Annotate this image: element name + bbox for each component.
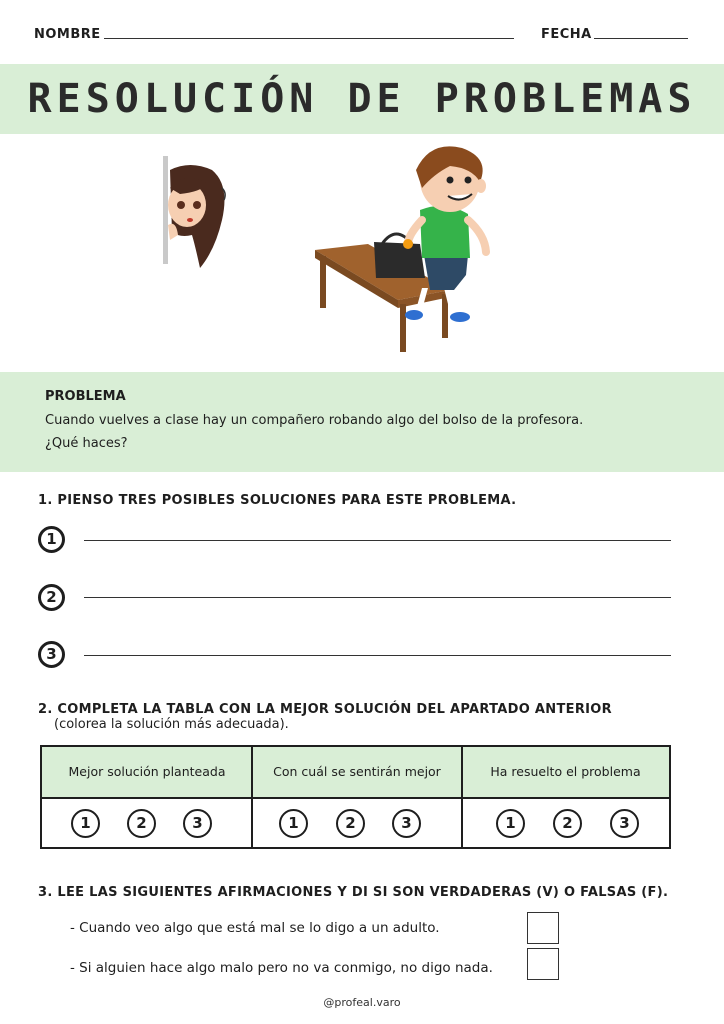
solution-number-1: 1: [38, 526, 65, 553]
problem-question: ¿Qué haces?: [45, 436, 128, 451]
bag-illustration: [374, 234, 425, 278]
option-circle-3[interactable]: 3: [610, 809, 639, 838]
table-header-feel-better: Con cuál se sentirán mejor: [252, 747, 462, 799]
option-circle-1[interactable]: 1: [71, 809, 100, 838]
problem-heading: PROBLEMA: [45, 389, 126, 404]
solution-number-3: 3: [38, 641, 65, 668]
girl-peeking-illustration: [163, 156, 225, 268]
statement-1: - Cuando veo algo que está mal se lo digo a un adulto.: [70, 920, 440, 936]
table-divider: [251, 747, 253, 847]
date-field[interactable]: [594, 38, 688, 39]
name-label: NOMBRE: [34, 27, 101, 42]
table-header-best-solution: Mejor solución planteada: [42, 747, 252, 799]
page-title: RESOLUCIÓN DE PROBLEMAS: [27, 76, 697, 122]
name-field[interactable]: [104, 38, 514, 39]
author-credit: @profeal.varo: [323, 996, 401, 1009]
scene-illustration: [150, 140, 520, 360]
solution-number-2: 2: [38, 584, 65, 611]
option-circle-1[interactable]: 1: [496, 809, 525, 838]
option-circle-2[interactable]: 2: [336, 809, 365, 838]
section1-title: 1. PIENSO TRES POSIBLES SOLUCIONES PARA ESTE PROBLEMA.: [38, 493, 517, 508]
problem-text: Cuando vuelves a clase hay un compañero robando algo del bolso de la profesora.: [45, 413, 584, 428]
option-circle-2[interactable]: 2: [127, 809, 156, 838]
solution-line-2[interactable]: [84, 597, 671, 598]
section3-title: 3. LEE LAS SIGUIENTES AFIRMACIONES Y DI SI SON VERDADERAS (V) O FALSAS (F).: [38, 885, 669, 900]
date-label: FECHA: [541, 27, 592, 42]
option-circle-3[interactable]: 3: [392, 809, 421, 838]
problem-box: [0, 372, 724, 472]
solution-line-3[interactable]: [84, 655, 671, 656]
section2-subtitle: (colorea la solución más adecuada).: [54, 717, 289, 732]
statement-2: - Si alguien hace algo malo pero no va conmigo, no digo nada.: [70, 960, 493, 976]
table-header-solved: Ha resuelto el problema: [462, 747, 669, 799]
option-circle-2[interactable]: 2: [553, 809, 582, 838]
solution-table: [40, 745, 671, 849]
option-circle-3[interactable]: 3: [183, 809, 212, 838]
section2-title: 2. COMPLETA LA TABLA CON LA MEJOR SOLUCIÓN DEL APARTADO ANTERIOR: [38, 702, 612, 717]
answer-box-2[interactable]: [527, 948, 559, 980]
option-circle-1[interactable]: 1: [279, 809, 308, 838]
title-band: [0, 64, 724, 134]
answer-box-1[interactable]: [527, 912, 559, 944]
table-divider: [461, 747, 463, 847]
solution-line-1[interactable]: [84, 540, 671, 541]
